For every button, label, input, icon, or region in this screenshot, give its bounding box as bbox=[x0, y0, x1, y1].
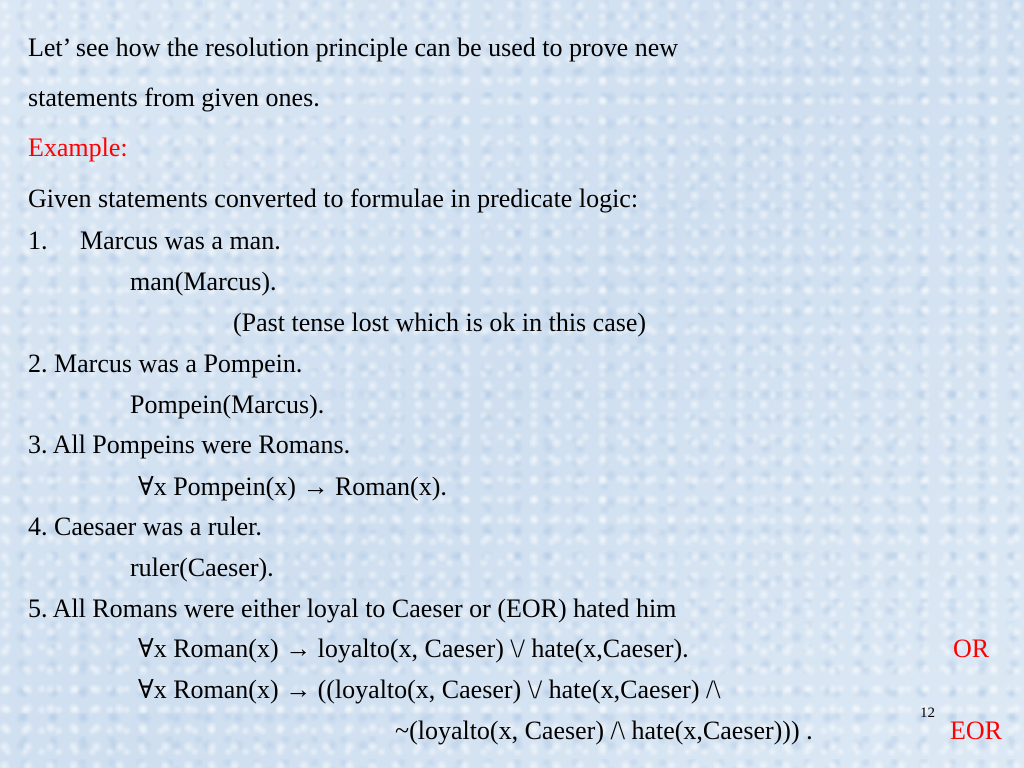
statement-1-formula: man(Marcus). bbox=[130, 267, 277, 296]
statement-5-formula-eor-2: ~(loyalto(x, Caeser) /\ hate(x,Caeser))) . bbox=[395, 716, 813, 745]
statement-2: 2. Marcus was a Pompein. bbox=[28, 349, 303, 378]
statement-3-formula: ∀x Pompein(x) → Roman(x). bbox=[138, 472, 447, 501]
intro-line-1: Let’ see how the resolution principle can be used to prove new bbox=[28, 33, 679, 62]
statement-3: 3. All Pompeins were Romans. bbox=[28, 430, 351, 459]
eor-label: EOR bbox=[950, 716, 1002, 745]
statement-1-number: 1. bbox=[28, 226, 48, 255]
statement-4: 4. Caesaer was a ruler. bbox=[28, 512, 262, 541]
statement-5: 5. All Romans were either loyal to Caeser or (EOR) hated him bbox=[28, 594, 677, 623]
statement-4-formula: ruler(Caeser). bbox=[130, 553, 274, 582]
statement-2-formula: Pompein(Marcus). bbox=[130, 390, 325, 419]
statement-1-note: (Past tense lost which is ok in this case) bbox=[233, 308, 647, 337]
given-heading: Given statements converted to formulae in predicate logic: bbox=[28, 184, 639, 213]
statement-5-formula-eor-1: ∀x Roman(x) → ((loyalto(x, Caeser) \/ hate(x,Caeser) /\ bbox=[138, 675, 721, 704]
slide-number: 12 bbox=[920, 705, 935, 721]
statement-1 bbox=[28, 226, 281, 256]
intro-line-2: statements from given ones. bbox=[28, 83, 320, 112]
or-label: OR bbox=[953, 634, 990, 663]
statement-5-formula-or: ∀x Roman(x) → loyalto(x, Caeser) \/ hate(x,Caeser). bbox=[138, 634, 689, 663]
example-label: Example: bbox=[28, 133, 128, 162]
statement-1-text: Marcus was a man. bbox=[80, 226, 281, 255]
